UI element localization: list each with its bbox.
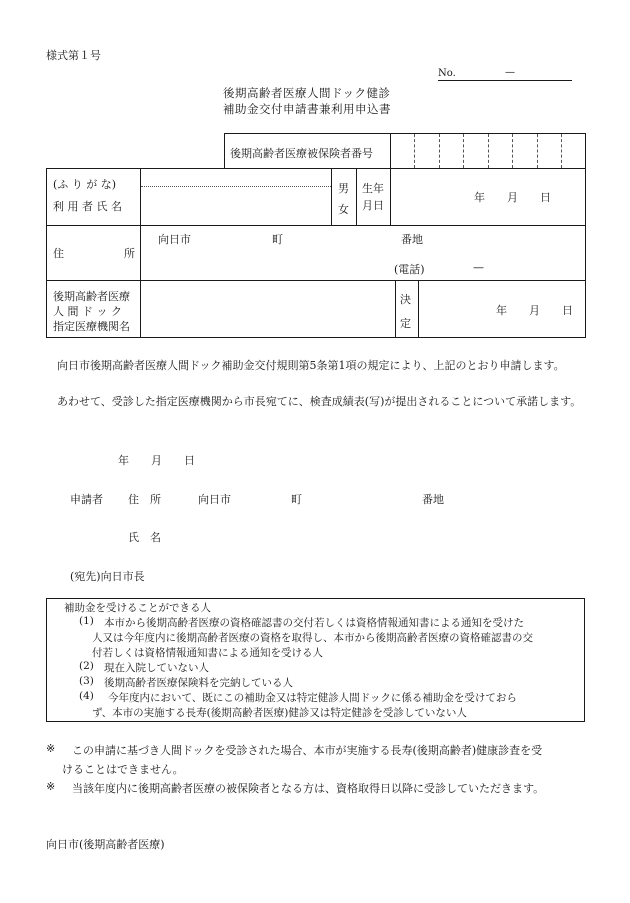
consent-paragraph: あわせて、受診した指定医療機関から市長宛てに、検査成績表(写)が提出されることについて承諾します。: [57, 395, 582, 408]
insured-number-label: 後期高齢者医療被保険者番号: [230, 147, 373, 160]
phone-dash: —: [473, 261, 484, 274]
insured-number-input[interactable]: [391, 134, 584, 168]
number-field-line[interactable]: [438, 80, 572, 81]
number-label: No.: [438, 68, 456, 79]
table-line: [356, 168, 357, 225]
table-line: [224, 133, 225, 169]
applicant-address-label: 住 所: [128, 493, 161, 506]
form-number: 様式第１号: [46, 49, 101, 62]
table-line: [395, 280, 396, 337]
table-line: [418, 280, 419, 337]
issuing-department: 向日市(後期高齢者医療): [46, 838, 165, 851]
facility-label-1: 後期高齢者医療: [53, 290, 130, 303]
applicant-address-city: 向日市: [198, 493, 231, 506]
applicant-address-banchi: 番地: [422, 493, 444, 506]
rule-paragraph: 向日市後期高齢者医療人間ドック補助金交付規則第5条第1項の規定により、上記のとおり申請します。: [57, 359, 565, 372]
decision-label-top: 決: [400, 293, 411, 306]
eligibility-item-line: 本市から後期高齢者医療の資格確認書の交付若しくは資格情報通知書による通知を受けた: [104, 617, 524, 629]
applicant-label: 申請者: [70, 493, 103, 506]
sex-female-option[interactable]: 女: [338, 203, 349, 216]
birth-label-top: 生年: [362, 182, 384, 195]
applicant-address-town: 町: [291, 493, 302, 506]
eligibility-item-number: (2): [79, 660, 94, 672]
table-line: [46, 337, 586, 338]
address-banchi: 番地: [401, 233, 423, 246]
eligibility-item-number: (1): [79, 615, 94, 627]
table-line: [390, 168, 391, 225]
eligibility-item-number: (3): [79, 675, 94, 687]
table-line: [585, 133, 586, 338]
note-1-line-2: けることはできません。: [62, 763, 184, 776]
decision-date-field[interactable]: 年 月 日: [496, 304, 573, 317]
table-line: [46, 168, 47, 338]
user-name-input[interactable]: [141, 169, 330, 224]
birth-date-field[interactable]: 年 月 日: [474, 191, 551, 204]
note-2-mark: ※: [46, 780, 56, 793]
facility-label-2: 人 間 ド ッ ク: [53, 305, 122, 318]
facility-name-input[interactable]: [141, 281, 394, 336]
eligibility-item-line: 今年度内において、既にこの補助金又は特定健診人間ドックに係る補助金を受けておら: [108, 692, 517, 704]
applicant-name-label: 氏 名: [128, 531, 161, 544]
phone-label: (電話): [394, 263, 425, 276]
eligibility-item-line: ず、本市の実施する長寿(後期高齢者医療)健診又は特定健診を受診していない人: [92, 707, 467, 719]
address-label-right: 所: [124, 247, 135, 260]
note-2-line-1: 当該年度内に後期高齢者医療の被保険者となる方は、資格取得日以降に受診していただきます。: [72, 782, 545, 795]
note-1-mark: ※: [46, 742, 56, 755]
form-title-line-2: 補助金交付申請書兼利用申込書: [223, 102, 391, 116]
decision-label-bottom: 定: [400, 317, 411, 330]
application-date[interactable]: 年 月 日: [118, 454, 195, 467]
eligibility-item-line: 現在入院していない人: [104, 662, 209, 674]
birth-label-bottom: 月日: [362, 199, 384, 212]
sex-male-option[interactable]: 男: [338, 182, 349, 195]
address-city: 向日市: [158, 233, 191, 246]
address-input[interactable]: [141, 226, 584, 279]
eligibility-item-line: 人又は今年度内に後期高齢者医療の資格を取得し、本市から後期高齢者医療の資格確認書の交: [92, 632, 533, 644]
eligibility-item-line: 付若しくは資格情報通知書による通知を受ける人: [92, 647, 323, 659]
address-town: 町: [272, 233, 283, 246]
user-name-label: 利 用 者 氏 名: [53, 200, 122, 213]
furigana-label: (ふ り が な): [53, 178, 117, 191]
addressee: (宛先)向日市長: [70, 570, 145, 583]
number-dash: —: [505, 67, 515, 78]
table-line: [331, 168, 332, 225]
eligibility-item-line: 後期高齢者医療保険料を完納している人: [104, 677, 293, 689]
address-label-left: 住: [53, 247, 64, 260]
facility-label-3: 指定医療機関名: [53, 320, 130, 333]
eligibility-item-number: (4): [79, 690, 94, 702]
form-title-line-1: 後期高齢者医療人間ドック健診: [223, 86, 391, 100]
eligibility-heading: 補助金を受けることができる人: [64, 602, 211, 614]
note-1-line-1: この申請に基づき人間ドックを受診された場合、本市が実施する長寿(後期高齢者)健康診査を受: [72, 744, 543, 757]
